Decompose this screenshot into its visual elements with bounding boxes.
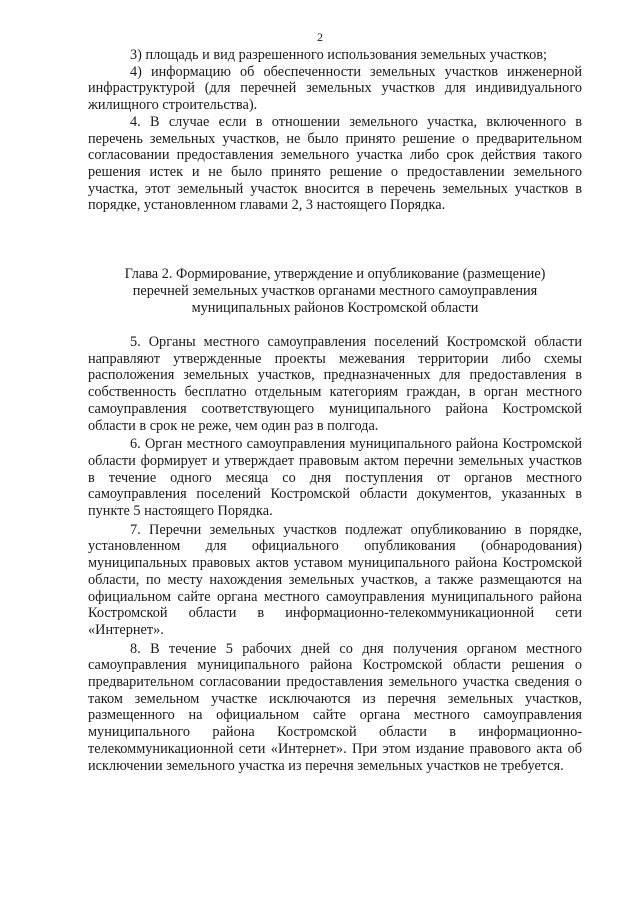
list-item-infrastructure: 4) информацию об обеспеченности земельных участков инженерной инфраструктурой (для перечней земельных участков для индивидуального жилищного строительства). — [88, 63, 582, 114]
chapter-heading-line-3: муниципальных районов Костромской области — [191, 300, 479, 316]
chapter-heading-line-2: перечней земельных участков органами местного самоуправления — [132, 283, 538, 299]
chapter-heading — [88, 266, 582, 317]
list-item-area-and-use: 3) площадь и вид разрешенного использования земельных участков; — [130, 47, 548, 63]
paragraph-4: 4. В случае если в отношении земельного участка, включенного в перечень земельных участков, не было принято решение о предварительном согласовании предоставления земельного участка либо срок действия такого решения истек и не было принято решение о предоставлении земельного участка, этот земельный участок вносится в перечень земельных участков в порядке, установленном главами 2, 3 настоящего Порядка. — [88, 113, 582, 214]
chapter-heading-line-1: Глава 2. Формирование, утверждение и опубликование (размещение) — [124, 266, 546, 282]
paragraph-5: 5. Органы местного самоуправления поселений Костромской области направляют утвержденные проекты межевания территории либо схемы расположения земельных участков, предназначенных для предоставления в собственность бесплатно отдельным категориям граждан, в орган местного самоуправления соответствующего муниципального района Костромской области в срок не реже, чем один раз в полгода. — [88, 334, 582, 434]
paragraph-6: 6. Орган местного самоуправления муниципального района Костромской области формирует и утверждает правовым актом перечни земельных участков в течение одного месяца со дня поступления от органов местного самоуправления поселений Костромской области документов, указанных в пункте 5 настоящего Порядка. — [88, 436, 582, 520]
chapter-body — [88, 334, 582, 776]
page-number: 2 — [317, 30, 323, 44]
paragraph-8: 8. В течение 5 рабочих дней со дня получения органом местного самоуправления муниципального района Костромской области решения о предварительном согласовании предоставления земельного участка сведения о таком земельном участке исключаются из перечня земельных участков, размещенного на официальном сайте органа местного самоуправления муниципального района Костромской области в информационно-телекоммуникационной сети «Интернет». При этом издание правового акта об исключении земельного участка из перечня земельных участков не требуется. — [88, 640, 582, 774]
paragraph-7: 7. Перечни земельных участков подлежат опубликованию в порядке, установленном для официального опубликования (обнародования) муниципальных правовых актов уставом муниципального района Костромской области, по месту нахождения земельных участков, а также размещаются на официальном сайте органа местного самоуправления муниципального района Костромской области в информационно-телекоммуникационной сети «Интернет». — [88, 521, 582, 638]
intro-block — [88, 47, 582, 214]
